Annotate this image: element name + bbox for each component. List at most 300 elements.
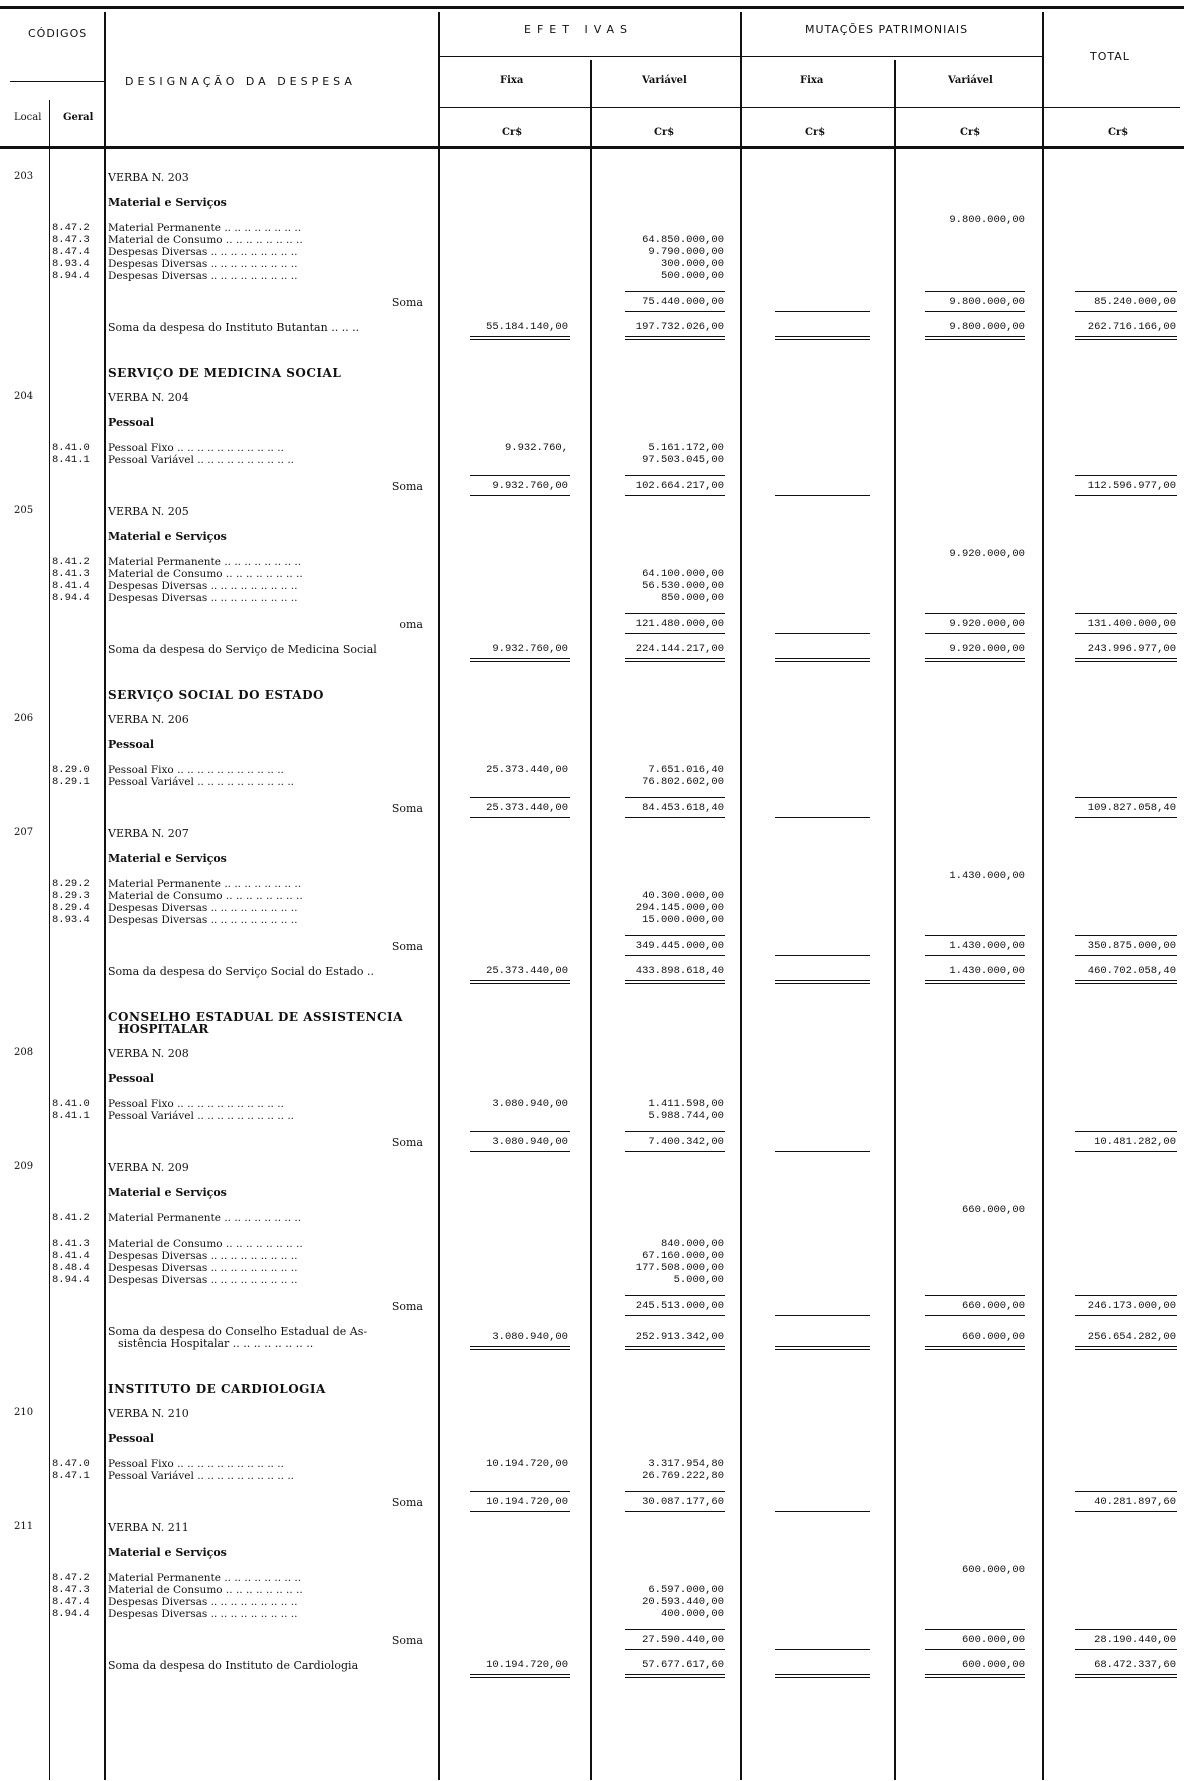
grand-total-rule: [470, 980, 570, 981]
placeholder-rule: [775, 955, 870, 956]
grand-total-rule: [775, 1674, 870, 1675]
subtotal-rule: [625, 797, 725, 798]
geral-code: 8.29.0: [52, 764, 90, 776]
soma-label: Soma: [391, 480, 423, 493]
local-code: 206: [14, 713, 34, 724]
efet_var-value: 850.000,00: [660, 592, 724, 604]
subtotal-underline: [470, 817, 570, 818]
mut-fixa-header: Fixa: [800, 75, 824, 86]
efet_var-value: 64.850.000,00: [642, 234, 724, 246]
subtotal-underline: [1075, 1315, 1177, 1316]
placeholder-rule: [775, 311, 870, 312]
line-description: Despesas Diversas .. .. .. .. .. .. .. .. ..: [108, 246, 298, 258]
grand-total-label: Soma da despesa do Conselho Estadual de As-: [108, 1325, 368, 1338]
efet_fixa-grand-total: 25.373.440,00: [486, 965, 568, 977]
mut-fixa-var-divider: [894, 60, 896, 1780]
subtotal-rule: [625, 1295, 725, 1296]
subtotal-underline: [1075, 495, 1177, 496]
efet_var-value: 76.802.602,00: [642, 776, 724, 788]
grand-total-rule-double: [775, 339, 870, 340]
subtotal-rule: [925, 291, 1025, 292]
subtotal-rule: [625, 475, 725, 476]
row-label: Pessoal: [108, 738, 155, 751]
grand-total-rule-double: [925, 339, 1025, 340]
grand-total-rule: [625, 1346, 725, 1347]
efet_fixa-value: 10.194.720,00: [486, 1458, 568, 1470]
mut_var-value: 9.920.000,00: [949, 548, 1025, 560]
local-geral-divider: [49, 100, 50, 1780]
grand-total-rule: [1075, 658, 1177, 659]
section-title: SERVIÇO SOCIAL DO ESTADO: [108, 688, 324, 702]
efet_var-value: 15.000.000,00: [642, 914, 724, 926]
grand-total-rule-double: [925, 661, 1025, 662]
subtotal-underline: [1075, 311, 1177, 312]
placeholder-rule: [775, 633, 870, 634]
mut_var-subtotal: 1.430.000,00: [949, 940, 1025, 952]
subtotal-rule: [925, 1629, 1025, 1630]
efet_var-grand-total: 224.144.217,00: [635, 643, 724, 655]
subtotal-rule: [1075, 475, 1177, 476]
grand-total-rule-double: [1075, 661, 1177, 662]
subtotal-underline: [625, 1649, 725, 1650]
local-code: 209: [14, 1161, 34, 1172]
grand-total-rule: [775, 980, 870, 981]
subtotal-underline: [625, 495, 725, 496]
grand-total-rule: [625, 1674, 725, 1675]
soma-label: Soma: [391, 802, 423, 815]
grand-total-rule-double: [925, 983, 1025, 984]
geral-designacao-divider: [104, 12, 106, 1780]
subtotal-rule: [925, 935, 1025, 936]
grand-total-rule-double: [1075, 1349, 1177, 1350]
efet_fixa-value: 3.080.940,00: [492, 1098, 568, 1110]
mut_var-value: 1.430.000,00: [949, 870, 1025, 882]
efet_var-value: 1.411.598,00: [648, 1098, 724, 1110]
subtotal-underline: [1075, 1649, 1177, 1650]
grand-total-rule: [775, 336, 870, 337]
efet_var-value: 26.769.222,80: [642, 1470, 724, 1482]
grand-total-rule: [925, 336, 1025, 337]
row-label: Material e Serviços: [108, 196, 227, 209]
subtotal-underline: [1075, 1511, 1177, 1512]
mut_var-value: 660.000,00: [961, 1204, 1025, 1216]
efet_var-grand-total: 57.677.617,60: [642, 1659, 724, 1671]
line-description: Despesas Diversas .. .. .. .. .. .. .. .. ..: [108, 580, 298, 592]
geral-code: 8.47.0: [52, 1458, 90, 1470]
line-description: Despesas Diversas .. .. .. .. .. .. .. .. ..: [108, 914, 298, 926]
grand-total-rule-double: [470, 339, 570, 340]
section-title-cont: HOSPITALAR: [118, 1022, 209, 1036]
line-description: Material Permanente .. .. .. .. .. .. .. ..: [108, 878, 302, 890]
local-code: 204: [14, 391, 34, 402]
grand-total-rule-double: [625, 339, 725, 340]
geral-code: 8.94.4: [52, 592, 90, 604]
geral-code: 8.47.3: [52, 234, 90, 246]
subtotal-rule: [1075, 613, 1177, 614]
header-bottom-rule: [0, 146, 1184, 149]
total-subtotal: 246.173.000,00: [1087, 1300, 1176, 1312]
line-description: Pessoal Variável .. .. .. .. .. .. .. .. .. ..: [108, 776, 295, 788]
subtotal-rule: [625, 1131, 725, 1132]
local-code: 208: [14, 1047, 34, 1058]
geral-code: 8.41.4: [52, 580, 90, 592]
grand-total-rule: [925, 980, 1025, 981]
subtotal-rule: [625, 613, 725, 614]
line-description: Despesas Diversas .. .. .. .. .. .. .. .. ..: [108, 1250, 298, 1262]
grand-total-rule: [470, 1674, 570, 1675]
efet_fixa-value: 9.932.760,: [504, 442, 568, 454]
efet-mut-divider: [740, 12, 742, 1780]
grand-total-rule-double: [470, 1349, 570, 1350]
row-label: Pessoal: [108, 1072, 155, 1085]
row-label: VERBA N. 209: [108, 1161, 189, 1174]
placeholder-rule: [775, 495, 870, 496]
line-description: Pessoal Fixo .. .. .. .. .. .. .. .. .. .. ..: [108, 442, 284, 454]
grand-total-label: Soma da despesa do Instituto de Cardiologia: [108, 1659, 359, 1672]
grand-total-rule: [470, 658, 570, 659]
subtotal-rule: [1075, 1629, 1177, 1630]
row-label: Material e Serviços: [108, 1186, 227, 1199]
efet_fixa-subtotal: 25.373.440,00: [486, 802, 568, 814]
row-label: VERBA N. 208: [108, 1047, 189, 1060]
line-description: Material de Consumo .. .. .. .. .. .. .. ..: [108, 568, 303, 580]
row-label: Material e Serviços: [108, 1546, 227, 1559]
top-rule: [0, 6, 1184, 9]
line-description: Despesas Diversas .. .. .. .. .. .. .. .. ..: [108, 1608, 298, 1620]
subtotal-underline: [925, 633, 1025, 634]
subtotal-rule: [1075, 1131, 1177, 1132]
grand-total-rule-double: [470, 983, 570, 984]
efet-variavel-header: Variável: [642, 75, 687, 86]
geral-header: Geral: [63, 112, 94, 123]
grand-total-rule-double: [625, 1349, 725, 1350]
subtotal-rule: [1075, 935, 1177, 936]
soma-label: Soma: [391, 1300, 423, 1313]
mut_var-grand-total: 9.800.000,00: [949, 321, 1025, 333]
subtotal-underline: [925, 1315, 1025, 1316]
subtotal-underline: [625, 955, 725, 956]
efet_var-value: 56.530.000,00: [642, 580, 724, 592]
efet_var-value: 500.000,00: [660, 270, 724, 282]
subtotal-underline: [625, 1315, 725, 1316]
row-label: Pessoal: [108, 1432, 155, 1445]
placeholder-rule: [775, 1315, 870, 1316]
subtotal-underline: [1075, 817, 1177, 818]
grand-total-rule: [925, 1674, 1025, 1675]
grand-total-rule-double: [775, 983, 870, 984]
grand-total-rule: [470, 1346, 570, 1347]
line-description: Pessoal Variável .. .. .. .. .. .. .. .. .. ..: [108, 1470, 295, 1482]
row-label: Material e Serviços: [108, 852, 227, 865]
geral-code: 8.41.1: [52, 454, 90, 466]
soma-label: Soma: [391, 1136, 423, 1149]
efet_var-value: 3.317.954,80: [648, 1458, 724, 1470]
line-description: Despesas Diversas .. .. .. .. .. .. .. .. ..: [108, 1274, 298, 1286]
subtotal-rule: [625, 291, 725, 292]
geral-code: 8.93.4: [52, 914, 90, 926]
section-title: SERVIÇO DE MEDICINA SOCIAL: [108, 366, 342, 380]
grand-total-rule-double: [625, 983, 725, 984]
total-subtotal: 109.827.058,40: [1087, 802, 1176, 814]
total-subtotal: 350.875.000,00: [1087, 940, 1176, 952]
currency-efet-fixa: Cr$: [502, 127, 523, 138]
geral-code: 8.41.4: [52, 1250, 90, 1262]
designacao-header: DESIGNAÇÃO DA DESPESA: [125, 75, 356, 88]
geral-code: 8.47.1: [52, 1470, 90, 1482]
mut-total-divider: [1042, 12, 1044, 1780]
row-label: VERBA N. 205: [108, 505, 189, 518]
subtotal-rule: [625, 1629, 725, 1630]
mut_var-grand-total: 9.920.000,00: [949, 643, 1025, 655]
line-description: Material de Consumo .. .. .. .. .. .. .. ..: [108, 234, 303, 246]
subtotal-rule: [925, 1295, 1025, 1296]
line-description: Despesas Diversas .. .. .. .. .. .. .. .. ..: [108, 1596, 298, 1608]
efet_fixa-grand-total: 9.932.760,00: [492, 643, 568, 655]
grand-total-rule: [1075, 1674, 1177, 1675]
geral-code: 8.41.0: [52, 1098, 90, 1110]
total-subtotal: 85.240.000,00: [1094, 296, 1176, 308]
grand-total-rule: [625, 336, 725, 337]
geral-code: 8.41.0: [52, 442, 90, 454]
grand-total-rule-double: [775, 1349, 870, 1350]
grand-total-rule: [925, 658, 1025, 659]
grand-total-rule: [470, 336, 570, 337]
efet_var-subtotal: 7.400.342,00: [648, 1136, 724, 1148]
grand-total-rule: [1075, 1346, 1177, 1347]
geral-code: 8.41.2: [52, 1212, 90, 1224]
soma-label: Soma: [391, 296, 423, 309]
line-description: Despesas Diversas .. .. .. .. .. .. .. .. ..: [108, 270, 298, 282]
efet_var-subtotal: 102.664.217,00: [635, 480, 724, 492]
geral-code: 8.41.1: [52, 1110, 90, 1122]
subtotal-underline: [925, 311, 1025, 312]
row-label: Material e Serviços: [108, 530, 227, 543]
total-grand-total: 262.716.166,00: [1087, 321, 1176, 333]
efet_var-value: 6.597.000,00: [648, 1584, 724, 1596]
grand-total-label: Soma da despesa do Serviço Social do Estado ..: [108, 965, 375, 978]
line-description: Pessoal Fixo .. .. .. .. .. .. .. .. .. .. ..: [108, 1098, 284, 1110]
currency-efet-var: Cr$: [654, 127, 675, 138]
grand-total-rule: [775, 658, 870, 659]
line-description: Material Permanente .. .. .. .. .. .. .. ..: [108, 222, 302, 234]
grand-total-rule-double: [470, 1677, 570, 1678]
geral-code: 8.93.4: [52, 258, 90, 270]
placeholder-rule: [775, 817, 870, 818]
subtotal-underline: [625, 311, 725, 312]
grand-total-rule-double: [1075, 983, 1177, 984]
line-description: Material de Consumo .. .. .. .. .. .. .. ..: [108, 890, 303, 902]
row-label: VERBA N. 206: [108, 713, 189, 726]
subtotal-rule: [1075, 1491, 1177, 1492]
line-description: Despesas Diversas .. .. .. .. .. .. .. .. ..: [108, 592, 298, 604]
geral-code: 8.94.4: [52, 1608, 90, 1620]
mut_var-subtotal: 9.920.000,00: [949, 618, 1025, 630]
efet_var-subtotal: 84.453.618,40: [642, 802, 724, 814]
efet_var-subtotal: 349.445.000,00: [635, 940, 724, 952]
mutacoes-rule: [742, 56, 1042, 57]
subtotal-underline: [470, 495, 570, 496]
efet_var-subtotal: 121.480.000,00: [635, 618, 724, 630]
local-code: 207: [14, 827, 34, 838]
line-description: Material Permanente .. .. .. .. .. .. .. ..: [108, 1212, 302, 1224]
efet_var-subtotal: 75.440.000,00: [642, 296, 724, 308]
row-label: Pessoal: [108, 416, 155, 429]
efet_fixa-subtotal: 3.080.940,00: [492, 1136, 568, 1148]
line-description: Pessoal Variável .. .. .. .. .. .. .. .. .. ..: [108, 454, 295, 466]
subtotal-rule: [470, 1131, 570, 1132]
efet_var-value: 7.651.016,40: [648, 764, 724, 776]
efet_fixa-subtotal: 10.194.720,00: [486, 1496, 568, 1508]
subtotal-underline: [625, 1151, 725, 1152]
total-grand-total: 256.654.282,00: [1087, 1331, 1176, 1343]
line-description: Material de Consumo .. .. .. .. .. .. .. ..: [108, 1584, 303, 1596]
mut_var-grand-total: 1.430.000,00: [949, 965, 1025, 977]
section-title: INSTITUTO DE CARDIOLOGIA: [108, 1382, 326, 1396]
grand-total-rule-double: [775, 1677, 870, 1678]
grand-total-rule: [625, 980, 725, 981]
subtotal-rule: [1075, 291, 1177, 292]
placeholder-rule: [775, 1151, 870, 1152]
grand-total-rule: [1075, 980, 1177, 981]
grand-total-label: Soma da despesa do Instituto Butantan .. .. ..: [108, 321, 360, 334]
row-label: VERBA N. 207: [108, 827, 189, 840]
efet_var-grand-total: 197.732.026,00: [635, 321, 724, 333]
subtotal-underline: [925, 955, 1025, 956]
mut_var-grand-total: 600.000,00: [961, 1659, 1025, 1671]
geral-code: 8.47.4: [52, 246, 90, 258]
subtotal-underline: [1075, 955, 1177, 956]
efet_var-value: 400.000,00: [660, 1608, 724, 1620]
efet_var-value: 840.000,00: [660, 1238, 724, 1250]
efet_var-value: 40.300.000,00: [642, 890, 724, 902]
grand-total-rule-double: [925, 1349, 1025, 1350]
grand-total-rule-double: [625, 661, 725, 662]
subtotal-underline: [625, 633, 725, 634]
subtotal-rule: [1075, 797, 1177, 798]
efet_var-value: 5.988.744,00: [648, 1110, 724, 1122]
grand-total-rule-double: [1075, 339, 1177, 340]
grand-total-rule-double: [925, 1677, 1025, 1678]
subtotal-underline: [625, 817, 725, 818]
grand-total-rule: [1075, 336, 1177, 337]
soma-label: Soma: [391, 940, 423, 953]
subtotal-underline: [470, 1151, 570, 1152]
total-subtotal: 112.596.977,00: [1087, 480, 1176, 492]
efet_var-value: 300.000,00: [660, 258, 724, 270]
subheader-rule: [440, 107, 1180, 108]
row-label: VERBA N. 210: [108, 1407, 189, 1420]
subtotal-rule: [625, 1491, 725, 1492]
efet_fixa-value: 25.373.440,00: [486, 764, 568, 776]
local-code: 205: [14, 505, 34, 516]
efet_var-value: 294.145.000,00: [635, 902, 724, 914]
subtotal-rule: [625, 935, 725, 936]
efet_var-value: 177.508.000,00: [635, 1262, 724, 1274]
efet_var-subtotal: 30.087.177,60: [642, 1496, 724, 1508]
mutacoes-header: MUTAÇÕES PATRIMONIAIS: [805, 23, 969, 36]
geral-code: 8.29.2: [52, 878, 90, 890]
total-subtotal: 10.481.282,00: [1094, 1136, 1176, 1148]
efet_var-value: 9.790.000,00: [648, 246, 724, 258]
soma-label: Soma: [391, 1634, 423, 1647]
geral-code: 8.47.4: [52, 1596, 90, 1608]
mut-variavel-header: Variável: [948, 75, 993, 86]
grand-total-rule-double: [775, 661, 870, 662]
geral-code: 8.48.4: [52, 1262, 90, 1274]
subtotal-rule: [1075, 1295, 1177, 1296]
mut_var-subtotal: 9.800.000,00: [949, 296, 1025, 308]
subtotal-underline: [1075, 1151, 1177, 1152]
grand-total-rule-double: [470, 661, 570, 662]
local-code: 211: [14, 1521, 34, 1532]
geral-code: 8.29.3: [52, 890, 90, 902]
line-description: Pessoal Fixo .. .. .. .. .. .. .. .. .. .. ..: [108, 764, 284, 776]
efet_fixa-grand-total: 3.080.940,00: [492, 1331, 568, 1343]
geral-code: 8.47.3: [52, 1584, 90, 1596]
grand-total-rule: [625, 658, 725, 659]
grand-total-rule-double: [625, 1677, 725, 1678]
currency-mut-var: Cr$: [960, 127, 981, 138]
efet-fixa-var-divider: [590, 60, 592, 1780]
grand-total-rule: [925, 1346, 1025, 1347]
subtotal-underline: [925, 1649, 1025, 1650]
total-subtotal: 131.400.000,00: [1087, 618, 1176, 630]
grand-total-rule-double: [1075, 1677, 1177, 1678]
line-description: Despesas Diversas .. .. .. .. .. .. .. .. ..: [108, 258, 298, 270]
mut_var-subtotal: 660.000,00: [961, 1300, 1025, 1312]
efet_var-value: 64.100.000,00: [642, 568, 724, 580]
mut_var-value: 9.800.000,00: [949, 214, 1025, 226]
line-description: Despesas Diversas .. .. .. .. .. .. .. .. ..: [108, 902, 298, 914]
line-description: Material Permanente .. .. .. .. .. .. .. ..: [108, 556, 302, 568]
subtotal-rule: [470, 797, 570, 798]
currency-total: Cr$: [1108, 127, 1129, 138]
efet_var-value: 5.000,00: [673, 1274, 724, 1286]
geral-code: 8.29.1: [52, 776, 90, 788]
efetivas-header: EFET IVAS: [524, 23, 634, 36]
line-description: Despesas Diversas .. .. .. .. .. .. .. .. ..: [108, 1262, 298, 1274]
row-label: VERBA N. 204: [108, 391, 189, 404]
subtotal-rule: [925, 613, 1025, 614]
soma-label: Soma: [391, 1496, 423, 1509]
efet_var-value: 67.160.000,00: [642, 1250, 724, 1262]
efet_fixa-grand-total: 10.194.720,00: [486, 1659, 568, 1671]
local-code: 210: [14, 1407, 34, 1418]
efet_fixa-grand-total: 55.184.140,00: [486, 321, 568, 333]
designacao-efet-divider: [438, 12, 440, 1780]
geral-code: 8.41.3: [52, 568, 90, 580]
geral-code: 8.41.2: [52, 556, 90, 568]
line-description: Pessoal Fixo .. .. .. .. .. .. .. .. .. .. ..: [108, 1458, 284, 1470]
mut_var-subtotal: 600.000,00: [961, 1634, 1025, 1646]
subtotal-underline: [1075, 633, 1177, 634]
grand-total-rule: [775, 1346, 870, 1347]
total-subtotal: 28.190.440,00: [1094, 1634, 1176, 1646]
efet-fixa-header: Fixa: [500, 75, 524, 86]
mut_var-value: 600.000,00: [961, 1564, 1025, 1576]
geral-code: 8.94.4: [52, 270, 90, 282]
total-header: TOTAL: [1090, 50, 1130, 63]
subtotal-underline: [470, 1511, 570, 1512]
efet_var-value: 5.161.172,00: [648, 442, 724, 454]
placeholder-rule: [775, 1649, 870, 1650]
efet_var-grand-total: 252.913.342,00: [635, 1331, 724, 1343]
subtotal-underline: [625, 1511, 725, 1512]
geral-code: 8.47.2: [52, 1572, 90, 1584]
total-grand-total: 460.702.058,40: [1087, 965, 1176, 977]
codigos-header: CÓDIGOS: [28, 27, 88, 40]
geral-code: 8.47.2: [52, 222, 90, 234]
